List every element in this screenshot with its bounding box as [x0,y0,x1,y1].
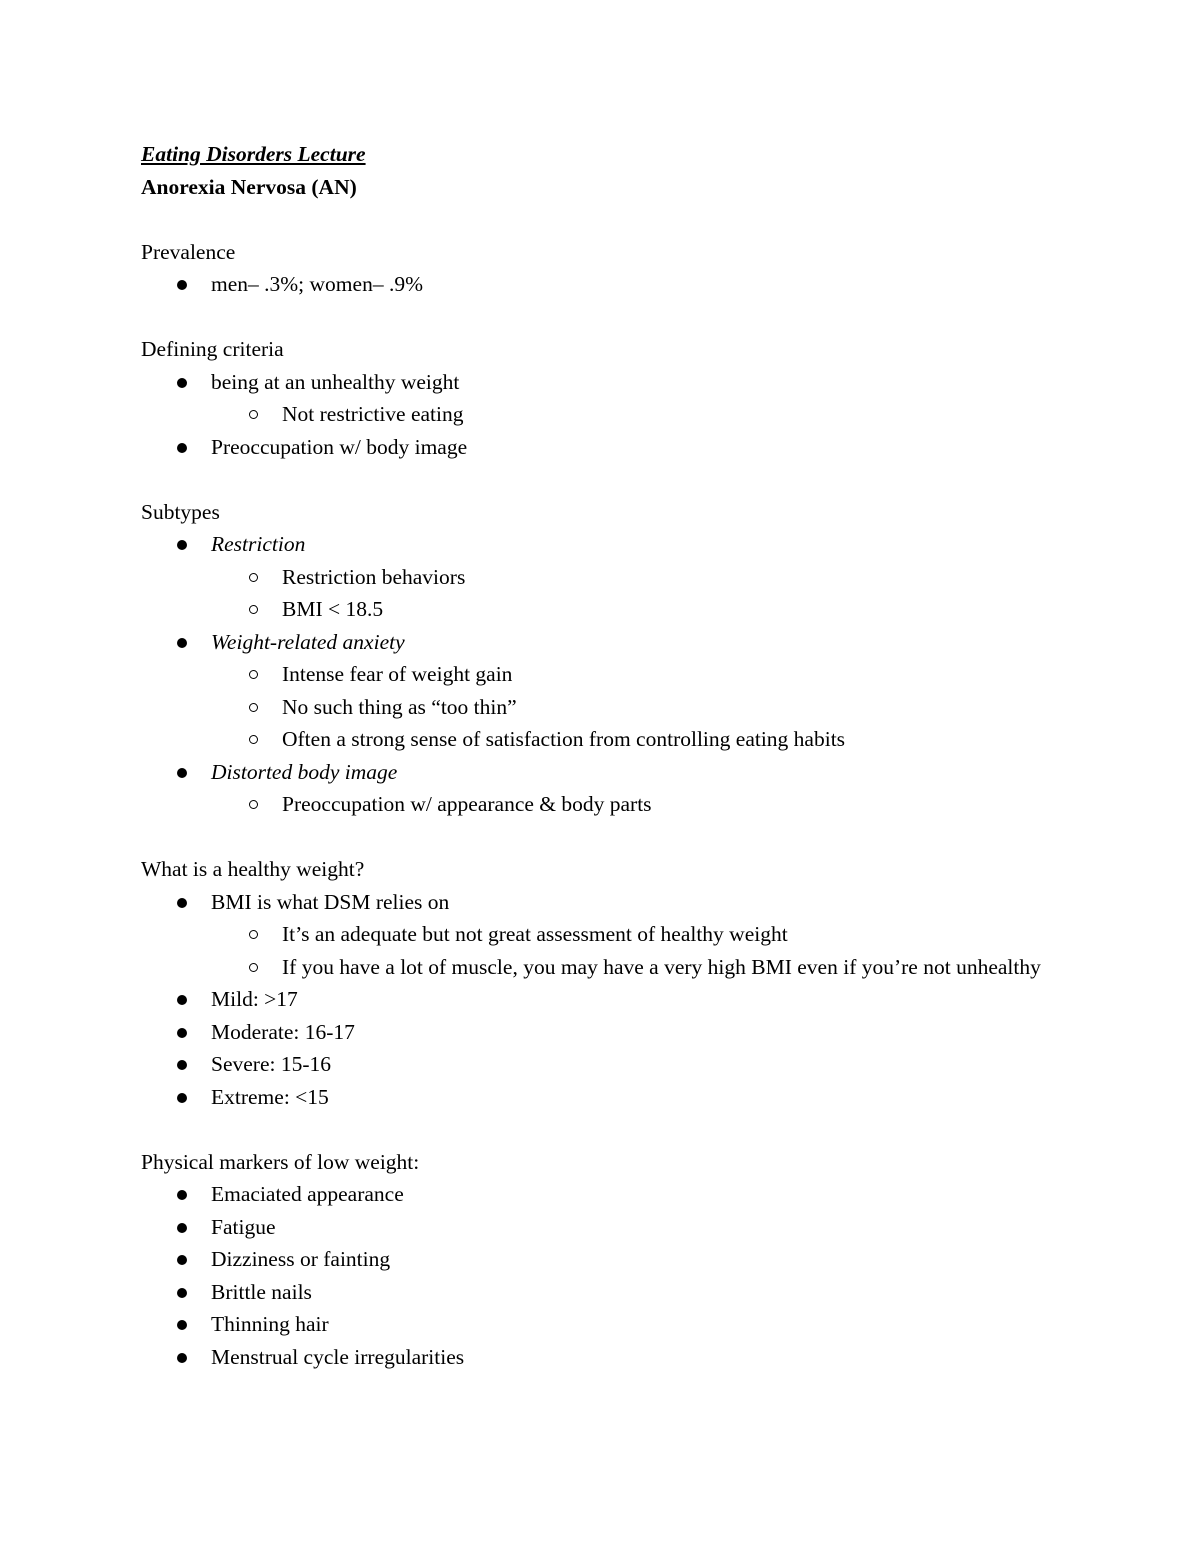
bullet-icon [177,540,187,550]
bullet-icon [177,1288,187,1298]
sub-list-item [141,593,1041,626]
bullet-icon [177,898,187,908]
list-item-text: Extreme: <15 [211,1084,329,1109]
document-title: Eating Disorders Lecture [141,142,366,166]
bullet-icon [177,1353,187,1363]
list-item-text: Preoccupation w/ body image [211,434,468,459]
hollow-bullet-icon [249,800,258,809]
list-item-text: Mild: >17 [211,987,298,1011]
list-item-text: Emaciated appearance [211,1182,404,1206]
list-item-text: Restriction [211,532,306,556]
list-item-text: Weight-related anxiety [211,629,405,654]
list-item-text: Dizziness or fainting [211,1247,391,1271]
list-item-text: Thinning hair [211,1312,329,1336]
sub-list-item-text: Intense fear of weight gain [282,662,513,686]
bullet-icon [177,1190,187,1200]
sub-list-item-text: Not restrictive eating [282,402,464,426]
list-item [141,1276,1041,1309]
section-heading-physical-markers: Physical markers of low weight: [141,1149,420,1174]
sub-list-item [141,951,1041,984]
hollow-bullet-icon [249,605,258,614]
hollow-bullet-icon [249,410,258,419]
bullet-icon [177,443,187,453]
hollow-bullet-icon [249,963,258,972]
list-item [141,1081,1041,1114]
list-item [141,756,1041,789]
spacer [141,203,1041,236]
bullet-icon [177,280,187,290]
bullet-icon [177,768,187,778]
list-item [141,983,1041,1016]
bullet-icon [177,1320,187,1330]
document-body [141,138,1041,1373]
sub-list-item [141,788,1041,821]
list-item [141,626,1041,659]
list-item [141,1211,1041,1244]
list-item-text: Menstrual cycle irregularities [211,1344,465,1369]
sub-list-item-text: If you have a lot of muscle, you may have a very high BMI even if you’re not unhealthy [282,954,1041,979]
list-item-text: being at an unhealthy weight [211,369,460,394]
sub-list-item [141,723,1041,756]
spacer [141,1113,1041,1146]
list-item-text: Moderate: 16-17 [211,1019,355,1044]
list-item [141,1243,1041,1276]
sub-list-item-text: Restriction behaviors [282,564,466,589]
sub-list-item [141,918,1041,951]
hollow-bullet-icon [249,573,258,582]
spacer [141,301,1041,334]
list-item [141,886,1041,919]
sub-list-item-text: It’s an adequate but not great assessment of healthy weight [282,922,788,946]
spacer [141,821,1041,854]
sub-list-item-text: BMI < 18.5 [282,597,384,621]
list-item [141,1016,1041,1049]
bullet-icon [177,1093,187,1103]
list-item [141,1341,1041,1374]
sub-list-item [141,398,1041,431]
bullet-icon [177,638,187,648]
list-item [141,366,1041,399]
list-item [141,268,1041,301]
sub-list-item [141,691,1041,724]
bullet-icon [177,378,187,388]
list-item-text: men– .3%; women– .9% [211,272,423,296]
document-subtitle: Anorexia Nervosa (AN) [141,174,357,199]
list-item [141,1178,1041,1211]
list-item-text: Distorted body image [211,759,398,784]
section-heading-prevalence: Prevalence [141,239,236,264]
bullet-icon [177,1060,187,1070]
sub-list-item-text: No such thing as “too thin” [282,694,517,719]
section-heading-subtypes: Subtypes [141,499,220,524]
bullet-icon [177,995,187,1005]
list-item-text: Severe: 15-16 [211,1052,332,1076]
sub-list-item [141,561,1041,594]
hollow-bullet-icon [249,735,258,744]
hollow-bullet-icon [249,930,258,939]
hollow-bullet-icon [249,703,258,712]
section-heading-healthy-weight: What is a healthy weight? [141,857,365,881]
sub-list-item-text: Often a strong sense of satisfaction from controlling eating habits [282,727,846,751]
sub-list-item [141,658,1041,691]
list-item [141,431,1041,464]
section-heading-defining-criteria: Defining criteria [141,337,284,361]
list-item-text: Fatigue [211,1214,276,1239]
list-item-text: BMI is what DSM relies on [211,889,450,914]
spacer [141,463,1041,496]
list-item [141,1048,1041,1081]
bullet-icon [177,1255,187,1265]
list-item-text: Brittle nails [211,1279,312,1304]
hollow-bullet-icon [249,670,258,679]
bullet-icon [177,1223,187,1233]
bullet-icon [177,1028,187,1038]
sub-list-item-text: Preoccupation w/ appearance & body parts [282,792,652,816]
list-item [141,1308,1041,1341]
list-item [141,528,1041,561]
